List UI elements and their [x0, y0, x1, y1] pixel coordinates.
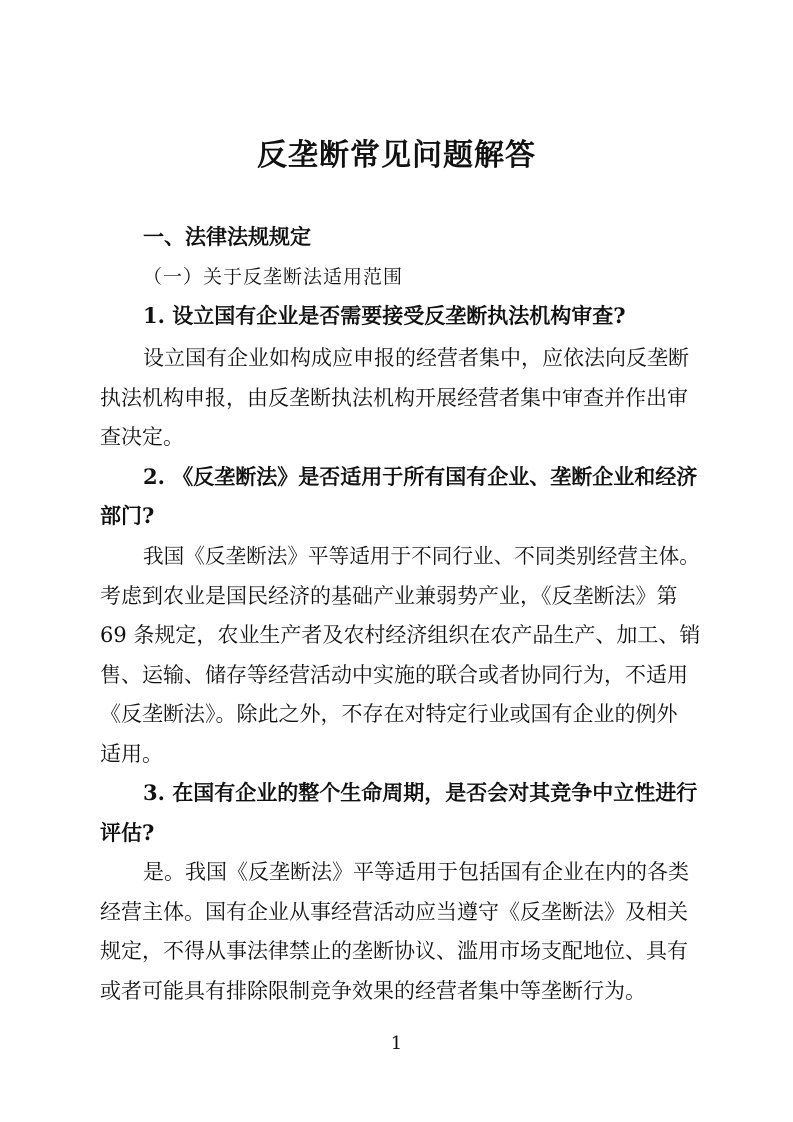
question-3-title-line: 评估?: [100, 820, 155, 845]
question-2-answer-line: 69 条规定，农业生产者及农村经济组织在农产品生产、加工、销: [100, 623, 701, 647]
question-1-title: 1. 设立国有企业是否需要接受反垄断执法机构审查?: [143, 303, 626, 328]
question-2-answer-line: 考虑到农业是国民经济的基础产业兼弱势产业，《反垄断法》第: [100, 584, 678, 608]
section-heading: 一、法律法规规定: [143, 225, 311, 249]
question-3-answer-line: 经营主体。国有企业从事经营活动应当遵守《反垄断法》及相关: [100, 900, 688, 924]
question-2-title-line: 部门?: [100, 503, 155, 528]
page-number: 1: [390, 1033, 403, 1054]
subsection-heading: （一）关于反垄断法适用范围: [143, 266, 404, 288]
question-2-answer-line: 我国《反垄断法》平等适用于不同行业、不同类别经营主体。: [143, 544, 700, 568]
question-3-answer-line: 或者可能具有排除限制竞争效果的经营者集中等垄断行为。: [100, 979, 646, 1003]
question-2-answer-line: 《反垄断法》。除此之外，不存在对特定行业或国有企业的例外: [100, 702, 678, 726]
question-1-answer-line: 执法机构申报，由反垄断执法机构开展经营者集中审查并作出审: [100, 386, 688, 410]
question-2-answer-line: 售、运输、储存等经营活动中实施的联合或者协同行为，不适用: [100, 663, 688, 687]
question-3-answer-line: 规定，不得从事法律禁止的垄断协议、滥用市场支配地位、具有: [100, 939, 688, 963]
question-1-answer-line: 查决定。: [100, 425, 184, 449]
question-2-answer-line: 适用。: [100, 742, 163, 766]
question-2-title-line: 2. 《反垄断法》是否适用于所有国有企业、垄断企业和经济: [143, 464, 698, 489]
page-title: 反垄断常见问题解答: [257, 138, 536, 173]
question-3-title-line: 3. 在国有企业的整个生命周期，是否会对其竞争中立性进行: [143, 780, 698, 805]
question-1-answer-line: 设立国有企业如构成应申报的经营者集中，应依法向反垄断: [143, 346, 689, 370]
question-3-answer-line: 是。我国《反垄断法》平等适用于包括国有企业在内的各类: [143, 860, 689, 884]
